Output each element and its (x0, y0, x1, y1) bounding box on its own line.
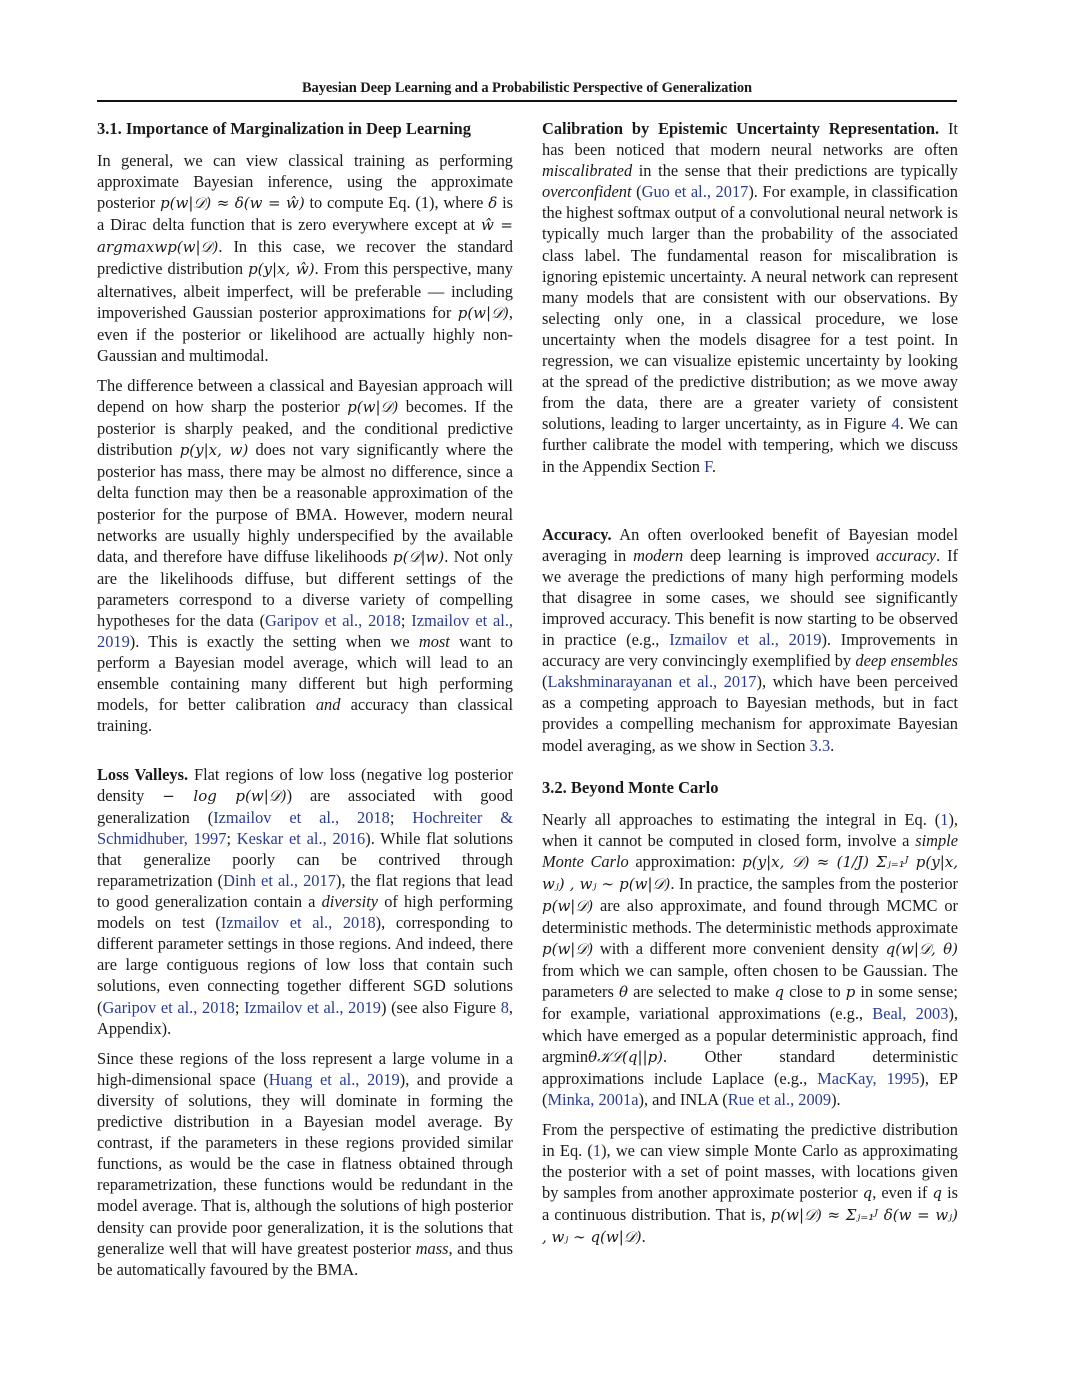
body-text: in some sense; for example, variational approximations (e.g., (542, 982, 958, 1024)
citation-link[interactable]: MacKay, 1995 (817, 1068, 920, 1088)
body-text: . We can further calibrate the model with tempering, which we discuss in the Appendix Section (542, 414, 958, 476)
citation-link[interactable]: 4 (891, 414, 900, 434)
citation-link[interactable]: F (704, 456, 712, 476)
body-text: is a Dirac delta function that is zero everywhere except at (97, 193, 513, 235)
citation-link[interactable]: Beal, 2003 (872, 1004, 949, 1024)
body-text: with a different more convenient density (593, 939, 886, 959)
body-text: , even if (872, 1183, 933, 1203)
citation-link[interactable]: 8 (500, 997, 509, 1017)
body-text: It has been noticed that modern neural networks are often (542, 119, 958, 160)
body-text: In general, we can view classical training as performing approximate Bayesian inference, using the approximate posterior (97, 151, 513, 213)
left-column (97, 118, 513, 1289)
section-title-3-1: 3.1. Importance of Marginalization in Deep Learning (97, 119, 471, 138)
citation-link[interactable]: Keskar et al., 2016 (236, 828, 366, 848)
citation-link[interactable]: Rue et al., 2009 (727, 1089, 832, 1109)
math-expression: p(w|𝒟) (457, 303, 509, 322)
body-text: ), the flat regions that lead to good generalization contain a (97, 871, 513, 912)
citation-link[interactable]: Izmailov et al., 2019 (244, 997, 381, 1017)
body-text: . If we average the predictions of many high performing models that disagree in some cases, we should see significantly improved accuracy. This benefit is now starting to be observed in practice (e.g., (542, 545, 958, 650)
paragraph-loss-volume (97, 1048, 513, 1280)
paragraph-accuracy (542, 524, 958, 756)
body-text: ; (389, 807, 413, 827)
citation-link[interactable]: Izmailov et al., 2019 (97, 610, 514, 652)
body-text: of high performing models on test ( (97, 892, 513, 933)
body-text: . Other standard deterministic approximations include Laplace (e.g., (542, 1046, 958, 1088)
body-text: . In practice, the samples from the posterior (670, 873, 958, 893)
math-expression: θ (588, 1047, 598, 1066)
math-expression: p(w|𝒟) (347, 398, 399, 417)
body-text: ( (542, 672, 548, 692)
body-text: ), and INLA ( (638, 1089, 728, 1109)
paragraph-marginalization-intro (97, 150, 513, 366)
body-text: want to perform a Bayesian model average, which will lead to an ensemble containing many different but high performing models, for better calibration (97, 632, 513, 715)
body-text: does not vary significantly where the posterior has mass, there may be almost no difference, since a delta function may then be a reasonable approximation of the posterior for the purpose of BMA. However, modern neural networks are usually highly underspecified by the available data, and therefore have diffuse likelihoods (97, 440, 514, 566)
emphasis-text: mass (415, 1238, 449, 1258)
math-expression: ŵ = argmax (97, 216, 513, 257)
body-text: accuracy than classical training. (97, 695, 514, 736)
math-expression: p(w|𝒟) (542, 897, 594, 915)
citation-link[interactable]: Izmailov et al., 2018 (220, 913, 376, 933)
math-expression: 𝒦ℒ(q||p) (597, 1047, 664, 1066)
math-expression: p(y|x, ŵ) (248, 260, 315, 279)
body-text: ). For example, in classification the highest softmax output of a convolutional neural network is typically much larger than the probability of the associated class label. The fundamental reason for miscalibration is ignoring epistemic uncertainty. A neural network can represent many models that are consistent with our observations. By selecting only one, in a classical procedure, we lose uncertainty when the models disagree for a test point. In regression, we can visualize epistemic uncertainty by looking at the spread of the predictive distribution; as we move away from the data, there are a greater variety of consistent solutions, leading to larger uncertainty, as in Figure (542, 182, 959, 434)
body-text: ; (400, 610, 412, 630)
math-expression: q (862, 1184, 873, 1203)
body-text: ). While flat solutions that generalize poorly can be contrived through reparametrization ( (97, 828, 513, 890)
paragraph-calibration (542, 118, 958, 477)
body-text: Flat regions of low loss (negative log posterior density (97, 764, 513, 805)
body-text: . (641, 1227, 646, 1247)
emphasis-text: most (418, 632, 450, 652)
math-expression: p (845, 983, 856, 1002)
math-expression: θ (618, 983, 629, 1002)
math-expression: p(y|x, 𝒟) ≈ (1/J) Σⱼ₌₁ᴶ p(y|x, wⱼ) , wⱼ ∼ p(w|𝒟) (542, 852, 958, 893)
math-expression: p(w|𝒟) ≈ δ(w = ŵ) (160, 194, 305, 213)
body-text: are also approximate, and found through MCMC or deterministic methods. The deterministic methods approximate (542, 896, 958, 938)
header-rule (97, 100, 957, 102)
body-text: ), we can view simple Monte Carlo as approximating the posterior with a set of point masses, with locations given by samples from another approximate posterior (542, 1141, 958, 1203)
body-text: . (830, 735, 835, 755)
body-text: . Not only are the likelihoods diffuse, but different settings of the parameters correspond to a diverse variety of compelling hypotheses for the data ( (97, 546, 513, 630)
paragraph-monte-carlo (542, 809, 958, 1110)
paragraph-heading: Calibration by Epistemic Uncertainty Representation. (542, 119, 940, 138)
emphasis-text: accuracy (876, 545, 937, 565)
emphasis-text: deep ensembles (855, 651, 958, 671)
paragraph-heading: Accuracy. (542, 524, 612, 544)
spacer (97, 746, 513, 764)
right-column (542, 118, 958, 1258)
body-text: The difference between a classical and Bayesian approach will depend on how sharp the posterior (97, 375, 513, 417)
math-expression: p(w|𝒟) (167, 238, 219, 257)
citation-link[interactable]: Garipov et al., 2018 (265, 610, 401, 630)
body-text: is a continuous distribution. That is, (542, 1183, 959, 1225)
paragraph-point-masses (542, 1119, 958, 1249)
math-expression: p(y|x, w) (179, 441, 249, 460)
body-text: ). Improvements in accuracy are very convincingly exemplified by (542, 630, 958, 671)
body-text: in the sense that their predictions are typically (632, 161, 958, 181)
math-expression: p(𝒟|w) (393, 547, 445, 566)
body-text: , even if the posterior or likelihood are actually highly non-Gaussian and multimodal. (97, 302, 513, 365)
math-expression: q(w|𝒟, θ) (885, 940, 958, 959)
body-text: , and thus be automatically favoured by the BMA. (97, 1238, 513, 1279)
body-text: . In this case, we recover the standard predictive distribution (97, 237, 513, 279)
math-expression: p(w|𝒟) (542, 940, 594, 959)
citation-link[interactable]: Lakshminarayanan et al., 2017 (547, 672, 757, 692)
citation-link[interactable]: Izmailov et al., 2019 (669, 630, 822, 650)
math-expression: − log p(w|𝒟) (162, 786, 287, 805)
body-text: From the perspective of estimating the predictive distribution in Eq. ( (542, 1119, 958, 1161)
math-expression: δ (488, 194, 498, 213)
paragraph-loss-valleys (97, 764, 513, 1039)
citation-link[interactable]: 1 (592, 1141, 602, 1161)
body-text: ). This is exactly the setting when we (129, 632, 419, 652)
body-text: ), which have been perceived as a competing approach to Bayesian methods, but in fact provides a compelling mechanism for approximate Bayesian model averaging, as we show in Section (542, 672, 958, 755)
math-expression: q (774, 983, 785, 1002)
body-text: ), and provide a diversity of solutions, they will dominate in forming the predictive distribution in a Bayesian model average. By contrast, if the parameters in these regions provided similar functions, as would be the case in flatness obtained through reparametrization, these functions would be redundant in the model average. That is, although the solutions of high posterior density can provide poor generalization, it is the solutions that generalize well that will have greatest posterior (97, 1069, 514, 1258)
body-text: . From this perspective, many alternatives, albeit imperfect, will be preferable — including impoverished Gaussian posterior approximations for (97, 259, 513, 322)
body-text: are selected to make (628, 982, 775, 1002)
citation-link[interactable]: Dinh et al., 2017 (223, 871, 336, 890)
emphasis-text: modern (633, 545, 684, 565)
math-expression: q (932, 1184, 943, 1203)
spacer (542, 486, 958, 524)
emphasis-text: diversity (321, 892, 379, 912)
body-text: ), corresponding to different parameter settings in those regions. And indeed, there are large contiguous regions of low loss that contain such solutions, even connecting together different SGD solutions ( (97, 913, 513, 1017)
body-text: , Appendix). (97, 997, 514, 1038)
body-text: Since these regions of the loss represent a large volume in a high-dimensional space ( (97, 1048, 513, 1089)
citation-link[interactable]: Garipov et al., 2018 (102, 997, 235, 1017)
body-text: ) are associated with good generalization ( (97, 785, 513, 827)
citation-link[interactable]: 3.3 (809, 735, 831, 755)
running-title: Bayesian Deep Learning and a Probabilistic Perspective of Generalization (301, 80, 753, 96)
body-text: Nearly all approaches to estimating the integral in Eq. ( (542, 809, 941, 829)
body-text: . (711, 456, 716, 476)
body-text: ), EP ( (542, 1068, 959, 1109)
citation-link[interactable]: 1 (940, 809, 949, 829)
citation-link[interactable]: Guo et al., 2017 (641, 182, 749, 202)
body-text: deep learning is improved (683, 545, 877, 565)
body-text: from which we can sample, often chosen to be Gaussian. The parameters (542, 961, 958, 1002)
body-text: approximation: (628, 851, 743, 871)
section-title-3-2: 3.2. Beyond Monte Carlo (542, 777, 719, 797)
body-text: ; (226, 828, 237, 848)
emphasis-text: simple Monte Carlo (542, 830, 958, 871)
body-text: ). (831, 1089, 841, 1109)
citation-link[interactable]: Izmailov et al., 2018 (213, 807, 390, 827)
paragraph-classical-vs-bayesian (97, 375, 513, 737)
body-text: ), when it cannot be computed in closed form, involve a (542, 809, 958, 850)
citation-link[interactable]: Hochreiter & Schmidhuber, 1997 (97, 807, 514, 848)
body-text: to compute Eq. (1), where (304, 193, 489, 213)
paragraph-heading: Loss Valleys. (97, 764, 189, 784)
math-expression: w (154, 238, 168, 257)
body-text: close to (784, 982, 846, 1002)
body-text: An often overlooked benefit of Bayesian model averaging in (542, 524, 958, 565)
body-text: becomes. If the posterior is sharply peaked, and the conditional predictive distribution (97, 397, 513, 460)
spacer (542, 765, 958, 777)
math-expression: p(w|𝒟) ≈ Σⱼ₌₁ᴶ δ(w = wⱼ) , wⱼ ∼ q(w|𝒟) (542, 1206, 958, 1247)
emphasis-text: and (315, 695, 341, 715)
emphasis-text: miscalibrated (542, 161, 633, 181)
body-text: ) (see also Figure (380, 997, 501, 1017)
citation-link[interactable]: Huang et al., 2019 (268, 1069, 400, 1089)
body-text: ; (234, 997, 245, 1017)
body-text: ), which have emerged as a popular deterministic approach, find argmin (542, 1004, 958, 1066)
body-text: ( (631, 182, 642, 202)
emphasis-text: overconfident (542, 182, 632, 202)
citation-link[interactable]: Minka, 2001a (547, 1089, 639, 1109)
